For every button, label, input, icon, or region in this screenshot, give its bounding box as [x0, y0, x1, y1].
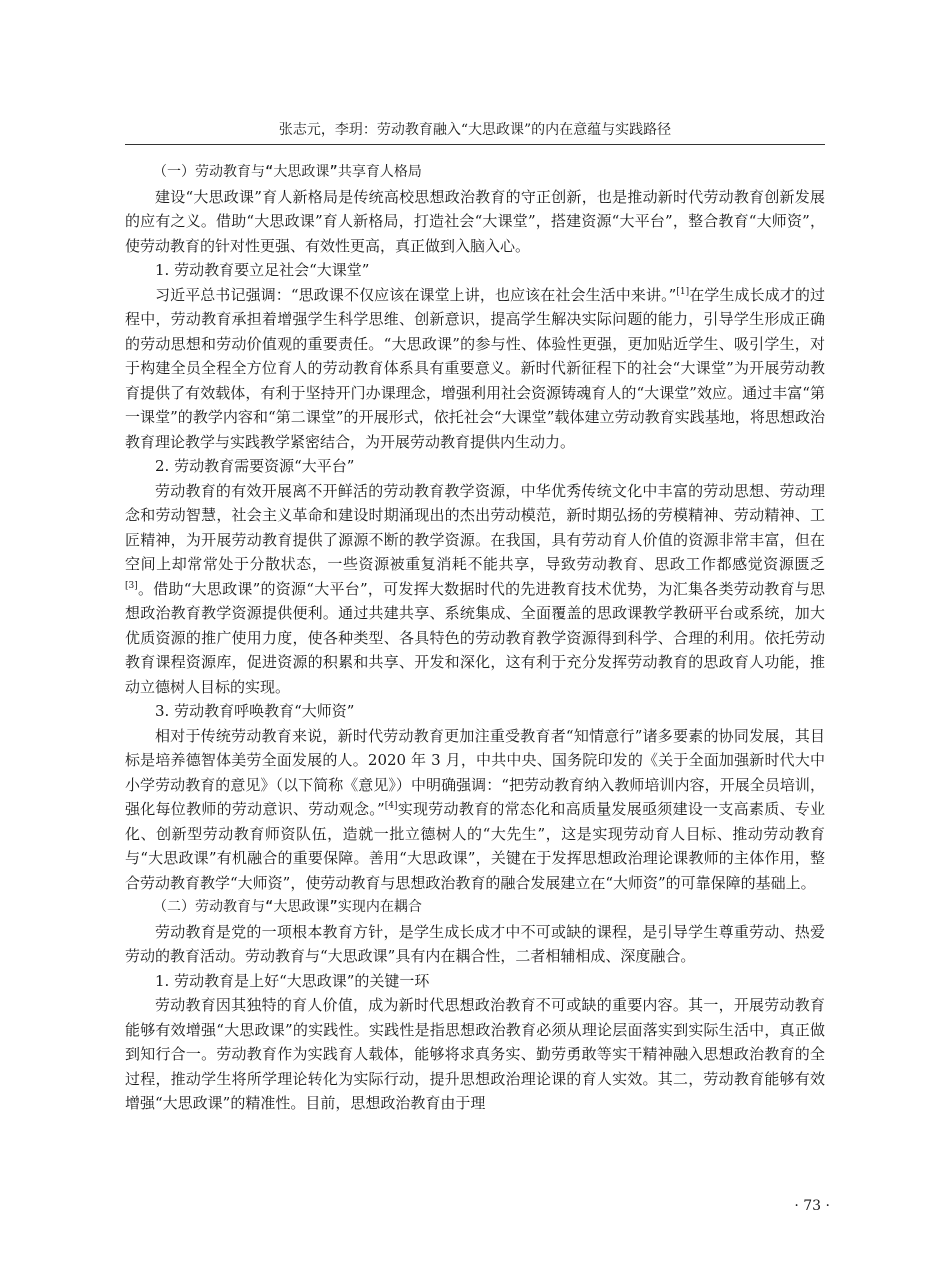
- subsection-title: 1. 劳动教育是上好“大思政课”的关键一环: [155, 971, 430, 990]
- paragraph-text: 在学生成长成才的过程中，劳动教育承担着增强学生科学思维、创新意识，提高学生解决实际问题的能力，引导学生形成正确的劳动思想和劳动价值观的重要责任。“大思政课”的参与性、体验性更强，更加贴近学生、吸引学生，对于构建全员全程全方位育人的劳动教育体系具有重要意义。新时代新征程下的社会“大课堂”为开展劳动教育提供了有效载体，有利于坚持开门办课理念，增强利用社会资源铸魂育人的“大课堂”效应。通过丰富“第一课堂”的教学内容和“第二课堂”的开展形式，依托社会“大课堂”载体建立劳动教育实践基地，将思想政治教育理论教学与实践教学紧密结合，为开展劳动教育提供内生动力。: [125, 285, 825, 451]
- paragraph-text: 。借助“大思政课”的资源“大平台”，可发挥大数据时代的先进教育技术优势，为汇集各类劳动教育与思想政治教育教学资源提供便利。通过共建共享、系统集成、全面覆盖的思政课教学教研平台或系统，加大优质资源的推广使用力度，使各种类型、各具特色的劳动教育教学资源得到科学、合理的利用。依托劳动教育课程资源库，促进资源的积累和共享、开发和深化，这有利于充分发挥劳动教育的思政育人功能，推动立德树人目标的实现。: [125, 579, 825, 696]
- section-heading: （一）劳动教育与“大思政课”共享育人格局: [153, 164, 422, 180]
- citation-ref: [1]: [676, 286, 690, 297]
- page-number: · 73 ·: [794, 1198, 830, 1214]
- paragraph-text: 劳动教育因其独特的育人价值，成为新时代思想政治教育不可或缺的重要内容。其一，开展劳动教育能够有效增强“大思政课”的实践性。实践性是指思想政治教育必须从理论层面落实到实际生活中，真正做到知行合一。劳动教育作为实践育人载体，能够将求真务实、勤劳勇敢等实干精神融入思想政治教育的全过程，推动学生将所学理论转化为实际行动，提升思想政治理论课的育人实效。其二，劳动教育能够有效增强“大思政课”的精准性。目前，思想政治教育由于理: [125, 996, 825, 1112]
- subsection-title: 1. 劳动教育要立足社会“大课堂”: [155, 261, 370, 279]
- running-title: 张志元，李玥：劳动教育融入“大思政课”的内在意蕴与实践路径: [278, 122, 672, 138]
- citation-ref: [4]: [384, 801, 398, 811]
- subsection-title: 2. 劳动教育需要资源“大平台”: [155, 457, 355, 475]
- paragraph-text: 实现劳动教育的常态化和高质量发展亟须建设一支高素质、专业化、创新型劳动教育师资队伍，造就一批立德树人的“大先生”，这是实现劳动育人目标、推动劳动教育与“大思政课”有机融合的重要保障。善用“大思政课”，关键在于发挥思想政治理论课教师的主体作用，整合劳动教育教学“大师资”，使劳动教育与思想政治教育的融合发展建立在“大师资”的可靠保障的基础上。: [125, 800, 825, 892]
- section-heading: （二）劳动教育与“大思政课”实现内在耦合: [153, 899, 422, 915]
- paragraph: 建设“大思政课”育人新格局是传统高校思想政治教育的守正创新，也是推动新时代劳动教育创新发展的应有之义。借助“大思政课”育人新格局，打造社会“大课堂”，搭建资源“大平台”，整合教育“大师资”，使劳动教育的针对性更强、有效性更高，真正做到入脑入心。: [125, 187, 825, 255]
- citation-ref: [3]: [125, 580, 138, 591]
- subsection-title: 3. 劳动教育呼唤教育“大师资”: [155, 702, 355, 720]
- paragraph-text: 相对于传统劳动教育来说，新时代劳动教育更加注重受教育者“知情意行”诸多要素的协同发展，其目标是培养德智体美劳全面发展的人。2020 年 3 月，中共中央、国务院印发的《关于全面加强新时代大中小学劳动教育的意见》（以下简称《意见》）中明确强调：“把劳动教育纳入教师培训内容，开展全员培训，强化每位教师的劳动意识、劳动观念。”: [125, 726, 825, 818]
- paragraph: [125, 479, 825, 700]
- paragraph-text: 劳动教育的有效开展离不开鲜活的劳动教育教学资源，中华优秀传统文化中丰富的劳动思想、劳动理念和劳动智慧，社会主义革命和建设时期涌现出的杰出劳动模范，新时期弘扬的劳模精神、劳动精神、工匠精神，为开展劳动教育提供了源源不断的教学资源。在我国，具有劳动育人价值的资源非常丰富，但在空间上却常常处于分散状态，一些资源被重复消耗不能共享，导致劳动教育、思政工作都感觉资源匮乏: [125, 481, 825, 573]
- paragraph: [125, 993, 825, 1116]
- header-rule: [125, 144, 825, 145]
- paragraph: 劳动教育是党的一项根本教育方针，是学生成长成才中不可或缺的课程，是引导学生尊重劳动、热爱劳动的教育活动。劳动教育与“大思政课”具有内在耦合性，二者相辅相成、深度融合。: [125, 922, 825, 965]
- paragraph: [125, 283, 825, 455]
- paragraph: [125, 724, 825, 896]
- article-body: [125, 160, 825, 1116]
- paragraph-text: 习近平总书记强调：“思政课不仅应该在课堂上讲，也应该在社会生活中来讲。”: [155, 285, 677, 304]
